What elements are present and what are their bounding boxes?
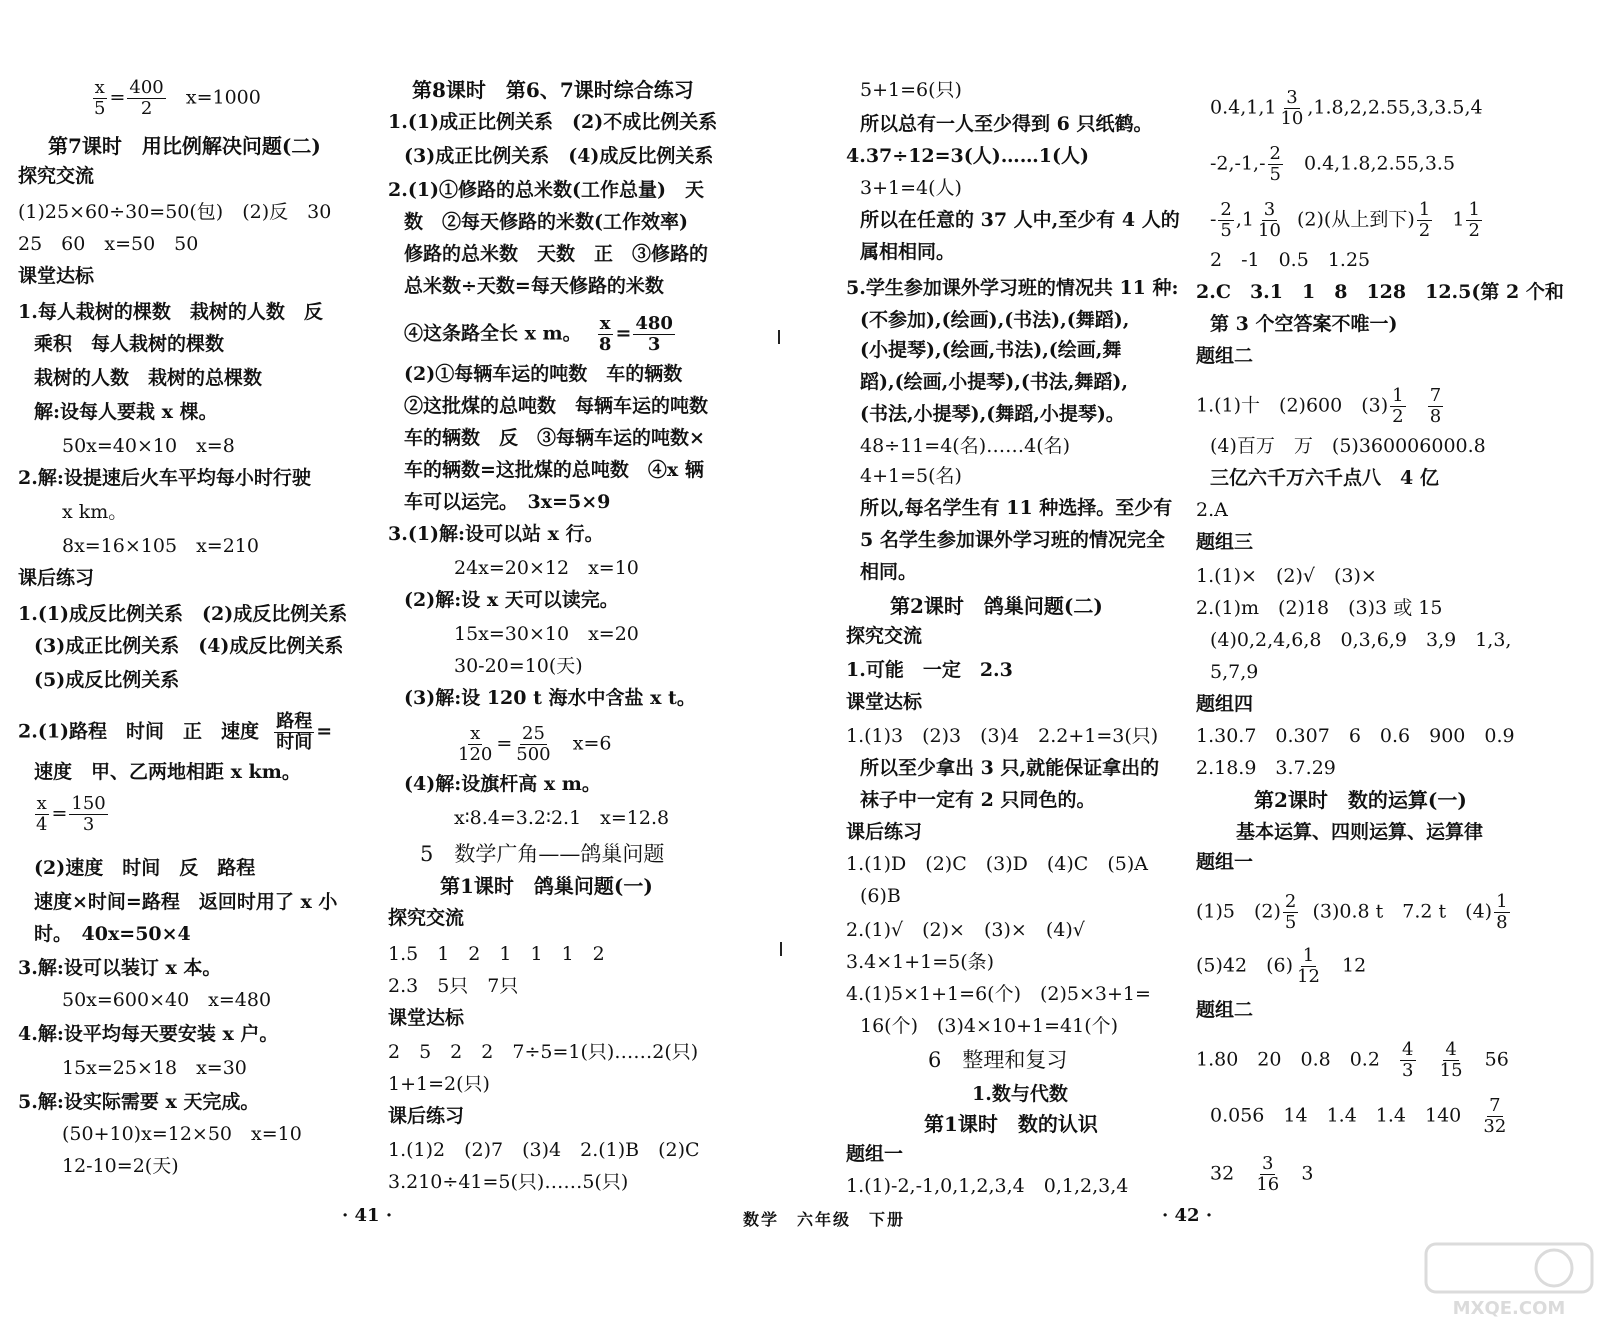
answer-line: 32 $\frac{3}{16}$ 3 [1210, 1153, 1314, 1195]
fraction: $\frac{7}{32}$ [1483, 1095, 1507, 1137]
fraction: $\frac{2}{5}$ [1284, 891, 1297, 933]
equation-top: $\frac{x}{5}$ = $\frac{400}{2}$ x=1000 [94, 77, 261, 119]
section-label: 课堂达标 [18, 265, 95, 287]
answer-line: (1)25×60÷30=50(包) (2)反 30 [18, 201, 332, 223]
section-label: 题组三 [1196, 531, 1254, 553]
answer-line: 5,7,9 [1210, 661, 1259, 683]
fraction: $\frac{x}{8}$ [598, 313, 612, 355]
section-label: 探究交流 [388, 907, 465, 929]
answer-line: - $\frac{2}{5}$ ,1 $\frac{3}{10}$ (2)(从上到下) $\frac{1}{2}$ 1 $\frac{1}{2}$ [1210, 199, 1480, 241]
equation: $\frac{x}{120}$ = $\frac{25}{500}$ x=6 [458, 723, 612, 765]
page-number-left: · 41 · [342, 1205, 393, 1226]
lesson-heading: 第8课时 第6、7课时综合练习 [412, 78, 694, 102]
page-number-right: · 42 · [1162, 1205, 1213, 1226]
answer-line: -2,-1,- $\frac{2}{5}$ 0.4,1.8,2.55,3.5 [1210, 143, 1456, 185]
answer-line: 1.30.7 0.307 6 0.6 900 0.9 [1196, 725, 1515, 747]
answer-line: 蹈),(绘画,小提琴),(书法,舞蹈), [860, 371, 1129, 393]
answer-line: 总米数÷天数=每天修路的米数 [404, 275, 664, 297]
answer-line: x km。 [62, 501, 128, 523]
equation: $\frac{x}{4}$ = $\frac{150}{3}$ [36, 793, 106, 835]
answer-line: 15x=30×10 x=20 [454, 623, 639, 645]
answer-line: 乘积 每人栽树的棵数 [34, 333, 225, 355]
answer-line: 1.80 20 0.8 0.2 $\frac{4}{3}$ $\frac{4}{15}$ 56 [1196, 1039, 1509, 1081]
answer-line: 1.(1)2 (2)7 (3)4 2.(1)B (2)C [388, 1139, 700, 1161]
answer-line: 1.(1)3 (2)3 (3)4 2.2+1=3(只) [846, 725, 1159, 747]
fraction: $\frac{150}{3}$ [71, 793, 106, 835]
answer-line: (2)①每辆车运的吨数 车的辆数 [404, 363, 683, 385]
answer-line: 袜子中一定有 2 只同色的。 [860, 789, 1096, 811]
subheading: 1.数与代数 [972, 1083, 1068, 1105]
answer-line: (4)解:设旗杆高 x m。 [404, 773, 601, 795]
answer-line: 4+1=5(名) [860, 465, 962, 487]
subheading: 基本运算、四则运算、运算律 [1236, 821, 1484, 843]
lesson-heading: 第7课时 用比例解决问题(二) [48, 134, 321, 158]
answer-line: (1)5 (2) $\frac{2}{5}$ (3)0.8 t 7.2 t (4) $\frac{1}{8}$ [1196, 891, 1508, 933]
answer-line: 数 ②每天修路的米数(工作效率) [404, 211, 688, 233]
answer-line: 5 名学生参加课外学习班的情况完全 [860, 529, 1165, 551]
fraction: $\frac{3}{10}$ [1258, 199, 1281, 241]
answer-line: ④这条路全长 x m。 $\frac{x}{8}$ = $\frac{480}{3}$ [404, 313, 673, 355]
answer-line: 0.056 14 1.4 1.4 140 $\frac{7}{32}$ [1210, 1095, 1507, 1137]
answer-line: 4.37÷12=3(人)……1(人) [846, 145, 1089, 167]
fraction: $\frac{\text{路程}}{\text{时间}}$ [276, 711, 313, 753]
answer-line: 15x=25×18 x=30 [62, 1057, 247, 1079]
answer-line: (4)百万 万 (5)360006000.8 [1210, 435, 1486, 457]
answer-line: 所以在任意的 37 人中,至少有 4 人的 [860, 209, 1180, 231]
answer-line: 5.学生参加课外学习班的情况共 11 种: [846, 277, 1179, 299]
answer-line: 48÷11=4(名)……4(名) [860, 435, 1071, 457]
section-label: 课后练习 [388, 1105, 465, 1127]
section-label: 题组一 [846, 1143, 904, 1165]
fraction: $\frac{7}{8}$ [1429, 385, 1442, 427]
answer-line: 8x=16×105 x=210 [62, 535, 259, 557]
watermark-circle [1536, 1250, 1572, 1286]
fraction: $\frac{400}{2}$ [129, 77, 164, 119]
fraction: $\frac{1}{2}$ [1392, 385, 1404, 427]
answer-line: 2 5 2 2 7÷5=1(只)……2(只) [388, 1041, 699, 1063]
answer-line: 相同。 [860, 561, 918, 583]
answer-line: 2.(1)①修路的总米数(工作总量) 天 [388, 179, 705, 201]
section-label: 课后练习 [846, 821, 923, 843]
answer-line: 2.(1)√ (2)× (3)× (4)√ [846, 919, 1085, 941]
answer-line: 2.C 3.1 1 8 128 12.5(第 2 个和 [1196, 281, 1564, 303]
section-label: 题组一 [1196, 851, 1254, 873]
answer-line: x∶8.4=3.2∶2.1 x=12.8 [454, 807, 670, 829]
answer-line: 所以总有一人至少得到 6 只纸鹤。 [860, 113, 1153, 135]
answer-line: 25 60 x=50 50 [18, 233, 199, 255]
fraction: $\frac{1}{2}$ [1468, 199, 1480, 241]
answer-line: 1+1=2(只) [388, 1073, 490, 1095]
answer-line: (50+10)x=12×50 x=10 [62, 1123, 302, 1145]
answer-line: 4.解:设平均每天要安装 x 户。 [18, 1023, 279, 1045]
lesson-heading: 第2课时 数的运算(一) [1254, 788, 1467, 812]
answer-line: 4.(1)5×1+1=6(个) (2)5×3+1= [846, 983, 1151, 1005]
answer-line: 3.4×1+1=5(条) [846, 951, 995, 973]
lesson-heading: 第2课时 鸽巢问题(二) [890, 594, 1103, 618]
answer-line: 所以至少拿出 3 只,就能保证拿出的 [860, 757, 1160, 779]
answer-line: 2.(1)路程 时间 正 速度 $\frac{\text{路程}}{\text{时间}}$ = [18, 711, 333, 753]
answer-line: 2 -1 0.5 1.25 [1210, 249, 1371, 271]
answer-line: (4)0,2,4,6,8 0,3,6,9 3,9 1,3, [1210, 629, 1512, 651]
answer-line: (3)解:设 120 t 海水中含盐 x t。 [404, 687, 696, 709]
answer-line: 2.解:设提速后火车平均每小时行驶 [18, 467, 311, 489]
answer-line: 1.每人栽树的棵数 栽树的人数 反 [18, 301, 323, 323]
answer-line: 属相相同。 [860, 241, 956, 263]
answer-line: 车的辆数 反 ③每辆车运的吨数× [404, 427, 705, 449]
answer-line: (小提琴),(绘画,书法),(绘画,舞 [860, 339, 1122, 361]
answer-line: 车的辆数=这批煤的总吨数 ④x 辆 [404, 459, 704, 481]
watermark-text: MXQE.COM [1452, 1298, 1566, 1319]
answer-line: 3.210÷41=5(只)……5(只) [388, 1171, 629, 1193]
answer-line: 1.(1)成反比例关系 (2)成反比例关系 [18, 603, 348, 625]
answer-line: (6)B [860, 885, 901, 907]
section-label: 题组四 [1196, 693, 1254, 715]
unit-heading: 6 整理和复习 [928, 1048, 1068, 1072]
answer-line: 栽树的人数 栽树的总棵数 [34, 367, 263, 389]
answer-line: ②这批煤的总吨数 每辆车运的吨数 [404, 395, 709, 417]
answer-line: 1.(1)成正比例关系 (2)不成比例关系 [388, 111, 718, 133]
book-title: 数学 六年级 下册 [743, 1210, 906, 1229]
answer-line: (3)成正比例关系 (4)成反比例关系 [34, 635, 344, 657]
answer-line: 修路的总米数 天数 正 ③修路的 [404, 243, 709, 265]
fraction: $\frac{3}{16}$ [1256, 1153, 1280, 1195]
answer-line: 所以,每名学生有 11 种选择。至少有 [860, 497, 1173, 519]
fraction: $\frac{x}{5}$ [94, 77, 106, 119]
fraction: $\frac{25}{500}$ [516, 723, 551, 765]
answer-line: 速度×时间=路程 返回时用了 x 小 [34, 891, 338, 913]
fraction: $\frac{4}{3}$ [1402, 1039, 1414, 1081]
answer-line: 车可以运完。 3x=5×9 [404, 491, 611, 513]
unit-heading: 5 数学广角——鸽巢问题 [420, 842, 665, 866]
answer-line: 1.(1)× (2)√ (3)× [1196, 565, 1377, 587]
section-label: 题组二 [1196, 999, 1254, 1021]
answer-line: 16(个) (3)4×10+1=41(个) [860, 1015, 1119, 1037]
answer-line: 5+1=6(只) [860, 79, 962, 101]
fraction: $\frac{x}{120}$ [458, 723, 493, 765]
fraction: $\frac{1}{12}$ [1297, 945, 1320, 987]
answer-line: (5)42 (6) $\frac{1}{12}$ 12 [1196, 945, 1367, 987]
answer-line: 2.18.9 3.7.29 [1196, 757, 1336, 779]
answer-line: 速度 甲、乙两地相距 x km。 [34, 761, 301, 783]
answer-line: 1.(1)-2,-1,0,1,2,3,4 0,1,2,3,4 [846, 1175, 1129, 1197]
fraction: $\frac{2}{5}$ [1269, 143, 1281, 185]
answer-line: 1.可能 一定 2.3 [846, 659, 1013, 681]
margin-mark [780, 942, 782, 956]
answer-line: (2)速度 时间 反 路程 [34, 857, 256, 879]
answer-line: 时。 40x=50×4 [34, 923, 191, 945]
answer-line: (书法,小提琴),(舞蹈,小提琴)。 [860, 403, 1125, 425]
answer-line: 解:设每人要栽 x 棵。 [34, 401, 218, 423]
answer-line: 1.5 1 2 1 1 1 2 [388, 943, 605, 965]
answer-line: 12-10=2(天) [62, 1155, 179, 1177]
answer-line: 三亿六千万六千点八 4 亿 [1210, 467, 1439, 489]
answer-line: 50x=40×10 x=8 [62, 435, 235, 457]
answer-line: 3.(1)解:设可以站 x 行。 [388, 523, 604, 545]
lesson-heading: 第1课时 数的认识 [924, 1112, 1098, 1136]
answer-line: 0.4,1,1 $\frac{3}{10}$ ,1.8,2,2.55,3,3.5,4 [1210, 87, 1483, 129]
section-label: 题组二 [1196, 345, 1254, 367]
fraction: $\frac{3}{10}$ [1280, 87, 1304, 129]
answer-line: 第 3 个空答案不唯一) [1210, 313, 1398, 335]
fraction: $\frac{4}{15}$ [1439, 1039, 1463, 1081]
section-label: 课堂达标 [846, 691, 923, 713]
answer-line: (2)解:设 x 天可以读完。 [404, 589, 619, 611]
answer-line: 2.A [1196, 499, 1228, 521]
answer-line: 2.(1)m (2)18 (3)3 或 15 [1196, 597, 1443, 619]
answer-line: 5.解:设实际需要 x 天完成。 [18, 1091, 260, 1113]
answer-line: 24x=20×12 x=10 [454, 557, 639, 579]
fraction: $\frac{2}{5}$ [1220, 199, 1232, 241]
watermark-frame [1426, 1244, 1592, 1292]
fraction: $\frac{1}{8}$ [1496, 891, 1508, 933]
section-label: 探究交流 [846, 625, 923, 647]
answer-line: 3.解:设可以装订 x 本。 [18, 957, 222, 979]
margin-mark [778, 330, 780, 344]
section-label: 课后练习 [18, 567, 95, 589]
fraction: $\frac{x}{4}$ [36, 793, 48, 835]
section-label: 课堂达标 [388, 1007, 465, 1029]
section-label: 探究交流 [18, 165, 95, 187]
answer-line: 50x=600×40 x=480 [62, 989, 272, 1011]
watermark-logo [1424, 1242, 1594, 1320]
fraction: $\frac{480}{3}$ [635, 313, 673, 355]
answer-line: 1.(1)D (2)C (3)D (4)C (5)A [846, 853, 1148, 875]
fraction: $\frac{1}{2}$ [1418, 199, 1431, 241]
answer-line: 2.3 5只 7只 [388, 975, 519, 997]
lesson-heading: 第1课时 鸽巢问题(一) [440, 874, 653, 898]
answer-line: (不参加),(绘画),(书法),(舞蹈), [860, 309, 1130, 331]
answer-line: 30-20=10(天) [454, 655, 583, 677]
answer-line: (5)成反比例关系 [34, 669, 180, 691]
answer-line: (3)成正比例关系 (4)成反比例关系 [404, 145, 714, 167]
answer-line: 3+1=4(人) [860, 177, 962, 199]
answer-line: 1.(1)十 (2)600 (3) $\frac{1}{2}$ $\frac{7}{8}$ [1196, 385, 1442, 427]
